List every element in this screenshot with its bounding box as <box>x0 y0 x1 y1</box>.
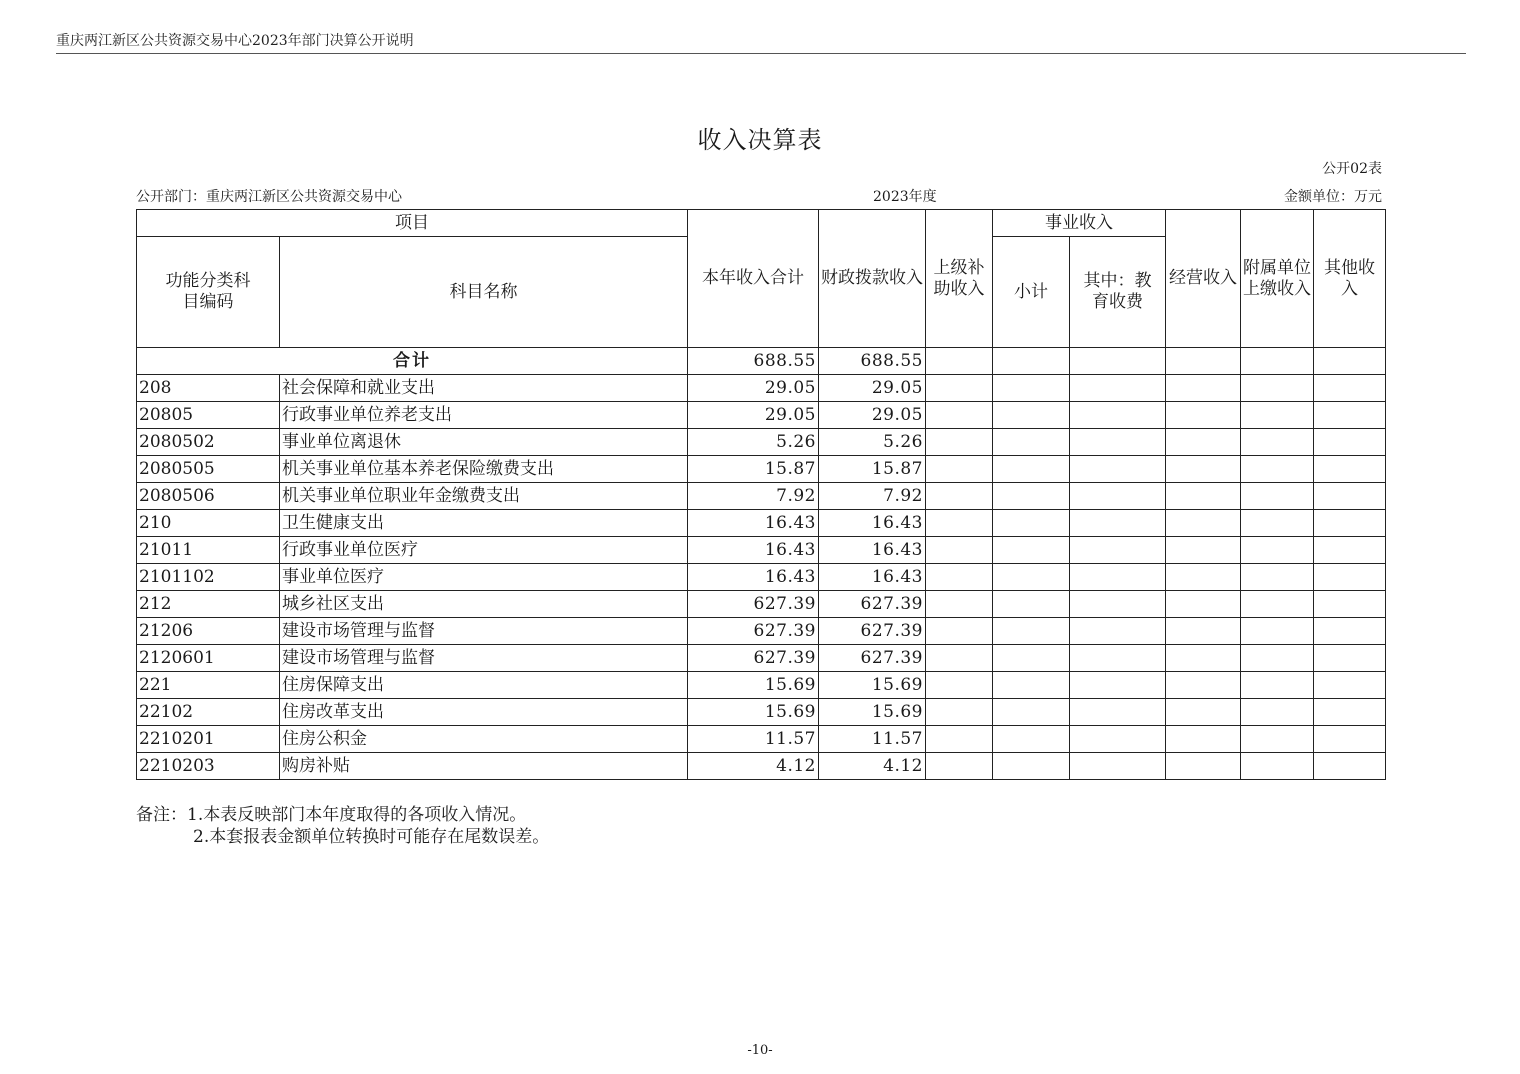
table-row <box>137 618 1386 645</box>
row-name: 建设市场管理与监督 <box>280 618 688 645</box>
running-header: 重庆两江新区公共资源交易中心2023年部门决算公开说明 <box>56 33 414 49</box>
row-total-income: 627.39 <box>688 645 819 672</box>
row-code: 2210201 <box>137 726 280 753</box>
row-code: 22102 <box>137 699 280 726</box>
row-total-income: 16.43 <box>688 537 819 564</box>
total-fiscal-value: 688.55 <box>819 348 926 375</box>
table-row <box>137 537 1386 564</box>
row-total-income: 627.39 <box>688 618 819 645</box>
row-fiscal: 11.57 <box>819 726 926 753</box>
row-name: 事业单位离退休 <box>280 429 688 456</box>
table-row <box>137 402 1386 429</box>
row-code: 208 <box>137 375 280 402</box>
income-table <box>136 209 1386 780</box>
table-row <box>137 672 1386 699</box>
row-code: 20805 <box>137 402 280 429</box>
table-row <box>137 375 1386 402</box>
row-code: 210 <box>137 510 280 537</box>
row-code: 2101102 <box>137 564 280 591</box>
row-total-income: 11.57 <box>688 726 819 753</box>
table-row <box>137 645 1386 672</box>
fiscal-year-label: 2023年度 <box>873 189 937 205</box>
page-number: -10- <box>747 1043 773 1058</box>
header-fiscal-allocation: 财政拨款收入 <box>819 210 926 348</box>
header-education-fee: 其中：教育收费 <box>1070 237 1166 348</box>
row-total-income: 16.43 <box>688 564 819 591</box>
row-name: 机关事业单位职业年金缴费支出 <box>280 483 688 510</box>
header-subtotal: 小计 <box>993 237 1070 348</box>
table-notes <box>136 804 549 848</box>
header-operating-income: 经营收入 <box>1166 210 1241 348</box>
table-row <box>137 726 1386 753</box>
form-code: 公开02表 <box>1322 161 1382 177</box>
row-fiscal: 15.69 <box>819 672 926 699</box>
row-code: 2210203 <box>137 753 280 780</box>
row-total-income: 5.26 <box>688 429 819 456</box>
table-row <box>137 456 1386 483</box>
row-fiscal: 627.39 <box>819 591 926 618</box>
row-fiscal: 5.26 <box>819 429 926 456</box>
row-fiscal: 16.43 <box>819 510 926 537</box>
row-code: 2120601 <box>137 645 280 672</box>
row-code: 21206 <box>137 618 280 645</box>
table-row <box>137 564 1386 591</box>
row-name: 城乡社区支出 <box>280 591 688 618</box>
row-name: 住房改革支出 <box>280 699 688 726</box>
header-divider <box>56 53 1466 54</box>
row-name: 住房公积金 <box>280 726 688 753</box>
header-other-income: 其他收入 <box>1314 210 1386 348</box>
amount-unit-label: 金额单位：万元 <box>1284 189 1382 205</box>
row-fiscal: 16.43 <box>819 537 926 564</box>
row-fiscal: 15.69 <box>819 699 926 726</box>
row-fiscal: 4.12 <box>819 753 926 780</box>
meta-row <box>136 186 1382 206</box>
page-title: 收入决算表 <box>697 126 823 154</box>
row-total-income: 627.39 <box>688 591 819 618</box>
header-function-code: 功能分类科目编码 <box>137 237 280 348</box>
header-business-income: 事业收入 <box>993 210 1166 237</box>
header-affiliated-unit-income: 附属单位上缴收入 <box>1241 210 1314 348</box>
note-line-1: 备注：1.本表反映部门本年度取得的各项收入情况。 <box>136 805 527 825</box>
row-total-income: 29.05 <box>688 402 819 429</box>
row-name: 行政事业单位医疗 <box>280 537 688 564</box>
row-fiscal: 7.92 <box>819 483 926 510</box>
header-total-income: 本年收入合计 <box>688 210 819 348</box>
department-label: 公开部门：重庆两江新区公共资源交易中心 <box>136 189 402 205</box>
table-row <box>137 483 1386 510</box>
table-row <box>137 699 1386 726</box>
header-subject-name: 科目名称 <box>280 237 688 348</box>
row-total-income: 15.69 <box>688 699 819 726</box>
table-row <box>137 510 1386 537</box>
table-row-total <box>137 348 1386 375</box>
header-project: 项目 <box>137 210 688 237</box>
total-label: 合计 <box>137 348 688 375</box>
row-fiscal: 15.87 <box>819 456 926 483</box>
row-total-income: 15.69 <box>688 672 819 699</box>
row-fiscal: 16.43 <box>819 564 926 591</box>
row-name: 事业单位医疗 <box>280 564 688 591</box>
row-fiscal: 627.39 <box>819 618 926 645</box>
row-code: 2080506 <box>137 483 280 510</box>
row-fiscal: 627.39 <box>819 645 926 672</box>
row-code: 2080502 <box>137 429 280 456</box>
note-line-2: 2.本套报表金额单位转换时可能存在尾数误差。 <box>193 827 550 847</box>
row-total-income: 15.87 <box>688 456 819 483</box>
row-name: 机关事业单位基本养老保险缴费支出 <box>280 456 688 483</box>
row-code: 21011 <box>137 537 280 564</box>
row-total-income: 4.12 <box>688 753 819 780</box>
row-name: 建设市场管理与监督 <box>280 645 688 672</box>
row-name: 住房保障支出 <box>280 672 688 699</box>
row-name: 购房补贴 <box>280 753 688 780</box>
row-name: 行政事业单位养老支出 <box>280 402 688 429</box>
row-code: 2080505 <box>137 456 280 483</box>
table-row <box>137 591 1386 618</box>
row-total-income: 7.92 <box>688 483 819 510</box>
row-name: 卫生健康支出 <box>280 510 688 537</box>
row-code: 212 <box>137 591 280 618</box>
table-row <box>137 429 1386 456</box>
row-total-income: 29.05 <box>688 375 819 402</box>
row-name: 社会保障和就业支出 <box>280 375 688 402</box>
row-fiscal: 29.05 <box>819 402 926 429</box>
table-row <box>137 753 1386 780</box>
total-income-value: 688.55 <box>688 348 819 375</box>
row-code: 221 <box>137 672 280 699</box>
row-total-income: 16.43 <box>688 510 819 537</box>
row-fiscal: 29.05 <box>819 375 926 402</box>
header-superior-subsidy: 上级补助收入 <box>926 210 993 348</box>
